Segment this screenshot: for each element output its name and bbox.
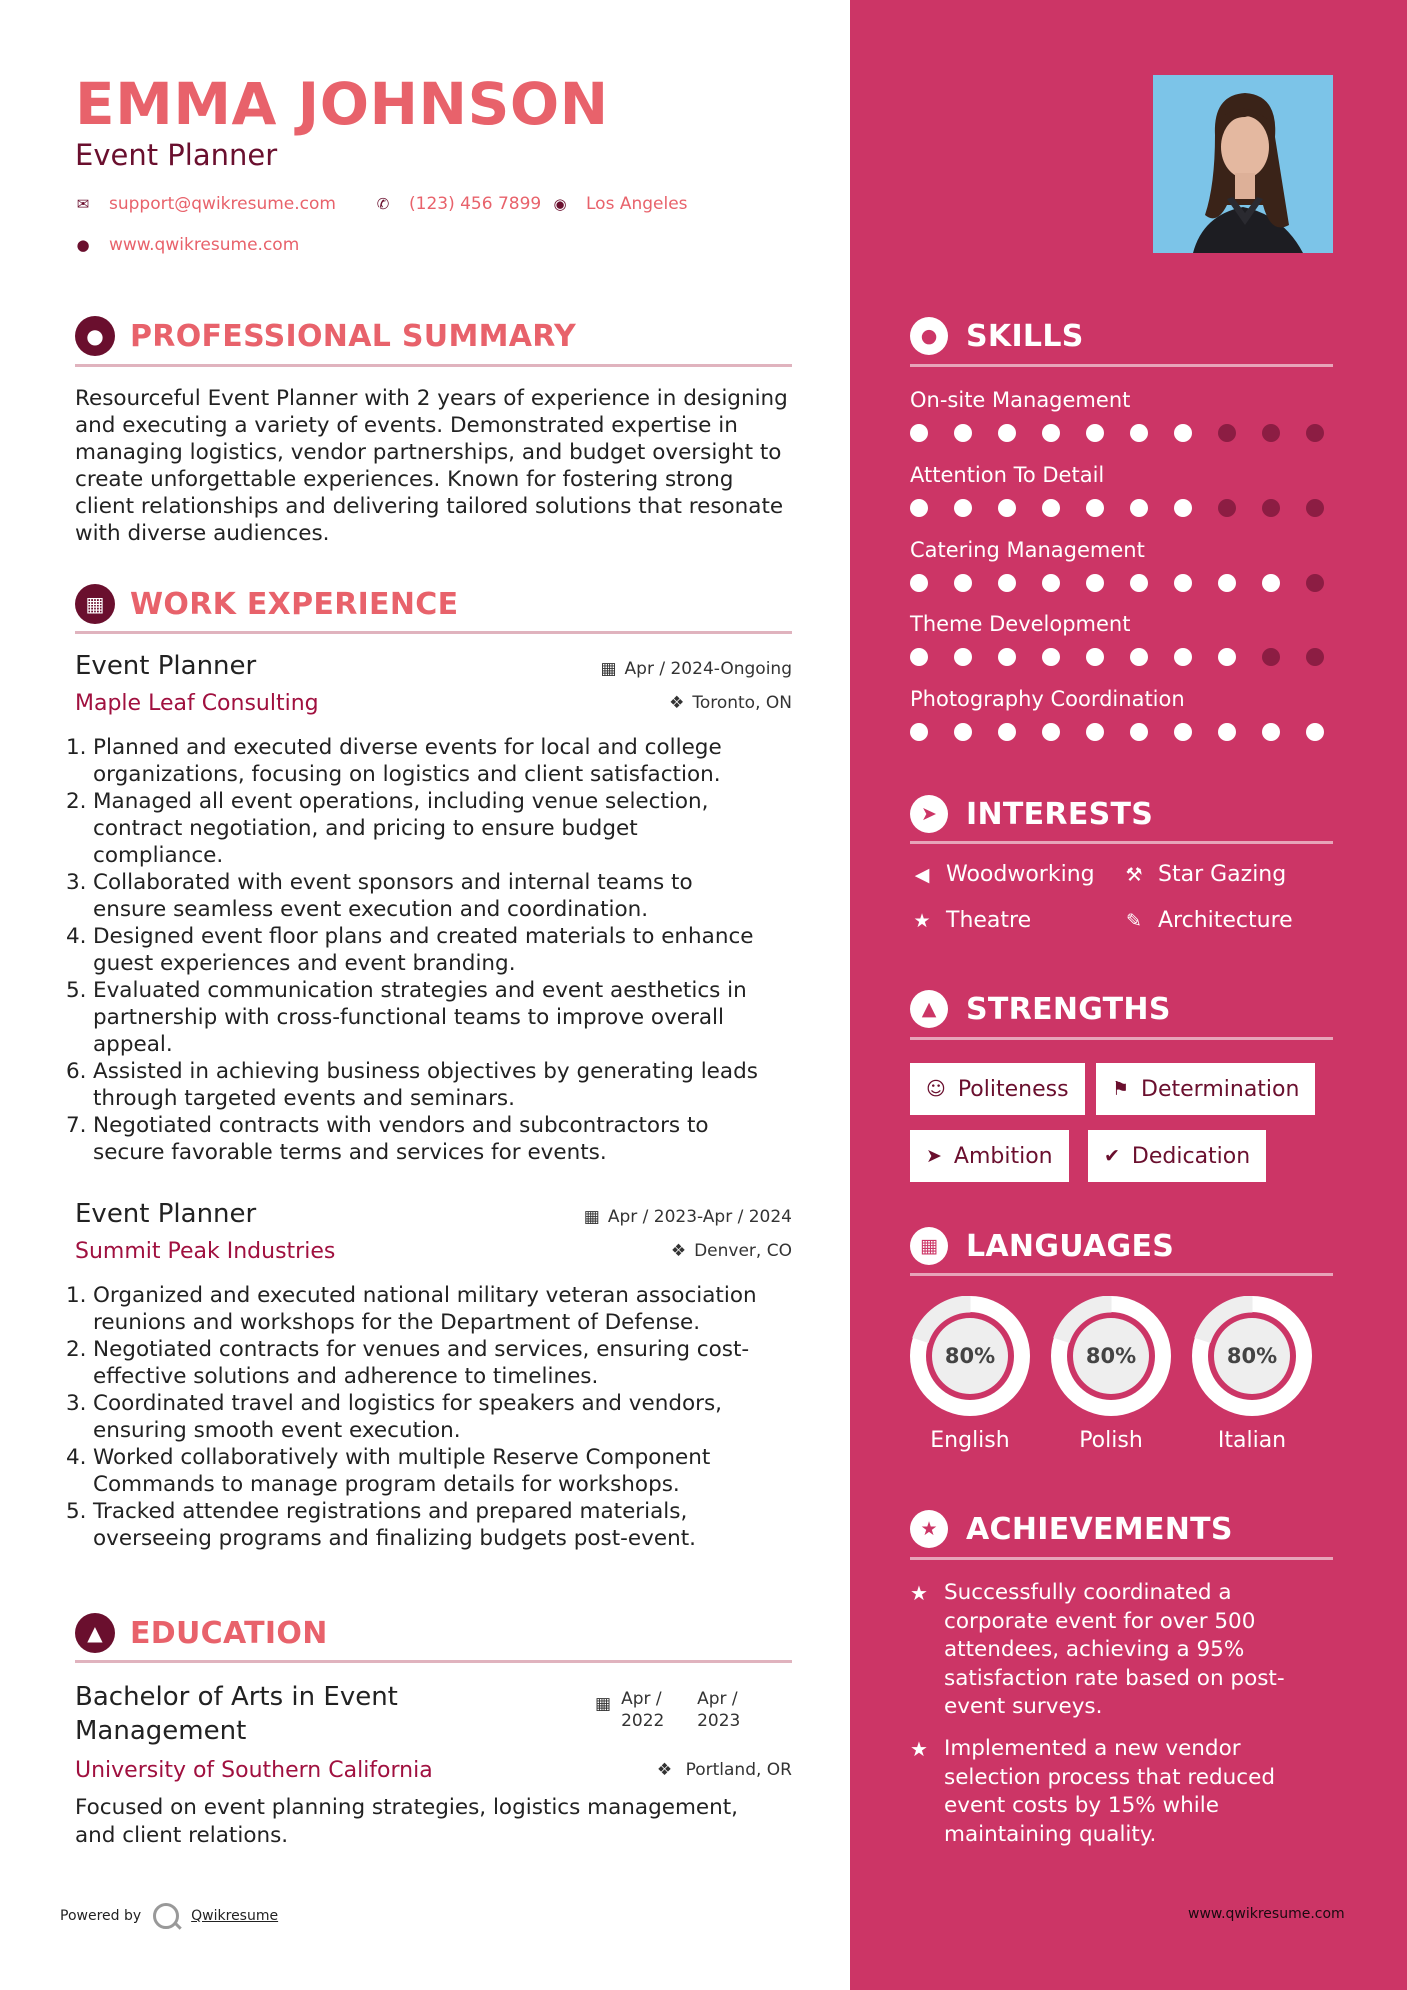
experience-section-header <box>75 584 792 624</box>
calendar-icon: ▦ <box>583 1207 600 1227</box>
rating-dot-filled <box>998 424 1016 442</box>
rating-dot-filled <box>1086 574 1104 592</box>
interest-item <box>1122 862 1286 887</box>
skill-rating <box>910 723 1333 741</box>
duty-line: appeal. <box>93 1032 173 1057</box>
education-description <box>75 1794 792 1850</box>
job-duty <box>66 1390 792 1444</box>
star-badge-icon: ★ <box>910 1510 948 1548</box>
rating-dot-filled <box>1042 648 1060 666</box>
skill-name: Theme Development <box>910 612 1131 636</box>
education-end-month: Apr / <box>697 1689 738 1709</box>
rating-dot-filled <box>1086 648 1104 666</box>
education-start-month: Apr / <box>621 1689 662 1709</box>
education-location <box>657 1760 792 1780</box>
duty-number: 5. <box>66 1499 87 1524</box>
job-duty <box>66 977 792 1058</box>
job-location-text: Toronto, ON <box>692 693 792 713</box>
skill-item <box>910 612 1333 666</box>
duty-text <box>93 1498 696 1552</box>
skill-name: On-site Management <box>910 388 1131 412</box>
rating-dot-filled <box>1218 648 1236 666</box>
skill-rating <box>910 574 1333 592</box>
job-location <box>669 693 792 713</box>
achievements-section-header <box>910 1510 1333 1548</box>
job-entry <box>66 651 792 1166</box>
rating-dot-filled <box>910 574 928 592</box>
candidate-name: EMMA JOHNSON <box>75 70 609 138</box>
duty-text <box>93 1058 758 1112</box>
strengths-section-header <box>910 990 1333 1028</box>
education-heading: EDUCATION <box>130 1615 328 1651</box>
strength-badge <box>910 1130 1069 1182</box>
degree-line: Bachelor of Arts in Event <box>75 1682 398 1712</box>
rating-dot-filled <box>910 648 928 666</box>
duty-line: Managed all event operations, including venue selection, <box>93 789 709 814</box>
strengths-heading: STRENGTHS <box>966 991 1171 1027</box>
graduation-cap-icon: ▲ <box>75 1613 115 1653</box>
duty-number: 2. <box>66 789 87 814</box>
rating-dot-filled <box>910 424 928 442</box>
job-date <box>584 1207 792 1227</box>
achievement-line: event costs by 15% while <box>944 1793 1219 1818</box>
contact-location <box>552 194 688 214</box>
calendar-icon: ▦ <box>600 659 617 679</box>
duty-text <box>93 923 754 977</box>
megaphone-icon: ◀ <box>914 863 930 886</box>
duty-line: Commands to manage program details for workshops. <box>93 1472 680 1497</box>
job-location-text: Denver, CO <box>694 1241 792 1261</box>
rating-dot-filled <box>1174 648 1192 666</box>
duty-line: contract negotiation, and pricing to ensure budget <box>93 816 638 841</box>
footer-website[interactable]: www.qwikresume.com <box>1188 1906 1345 1922</box>
shooting-star-icon: ★ <box>910 1581 928 1605</box>
rating-dot-filled <box>1042 499 1060 517</box>
skills-heading: SKILLS <box>966 318 1084 354</box>
map-pin-icon: ◉ <box>553 195 567 213</box>
education-end <box>697 1688 740 1732</box>
section-divider <box>75 1660 792 1663</box>
rating-dot-filled <box>1086 424 1104 442</box>
job-duty <box>66 869 792 923</box>
strength-badge <box>1096 1063 1315 1115</box>
achievement-text <box>944 1579 1285 1722</box>
education-description-line: and client relations. <box>75 1823 289 1848</box>
education-location-text: Portland, OR <box>685 1760 792 1780</box>
shooting-star-icon: ★ <box>910 1737 928 1761</box>
job-duty <box>66 788 792 869</box>
rating-dot-filled <box>1174 499 1192 517</box>
section-divider <box>910 1037 1333 1040</box>
rating-dot-filled <box>954 723 972 741</box>
duty-line: compliance. <box>93 843 224 868</box>
education-start-year: 2022 <box>621 1711 665 1731</box>
skill-item <box>910 388 1333 442</box>
duty-number: 3. <box>66 1391 87 1416</box>
duty-line: Evaluated communication strategies and event aesthetics in <box>93 978 747 1003</box>
job-company: Summit Peak Industries <box>75 1239 336 1264</box>
contact-phone[interactable] <box>375 194 541 214</box>
skill-item <box>910 538 1333 592</box>
rating-dot-empty <box>1306 499 1324 517</box>
duty-line: Worked collaboratively with multiple Reserve Component <box>93 1445 711 1470</box>
strength-label: Dedication <box>1131 1143 1251 1169</box>
section-divider <box>75 364 792 367</box>
section-divider <box>910 1557 1333 1560</box>
rating-dot-filled <box>998 574 1016 592</box>
languages-section-header <box>910 1227 1333 1265</box>
duty-number: 4. <box>66 924 87 949</box>
rating-dot-filled <box>1306 723 1324 741</box>
rating-dot-filled <box>1086 723 1104 741</box>
rating-dot-filled <box>954 499 972 517</box>
rating-dot-filled <box>1262 723 1280 741</box>
duty-line: Negotiated contracts with vendors and subcontractors to <box>93 1113 709 1138</box>
interest-label: Theatre <box>946 908 1032 933</box>
language-item <box>1051 1296 1171 1453</box>
rating-dot-empty <box>1218 499 1236 517</box>
skill-name: Catering Management <box>910 538 1145 562</box>
rating-dot-filled <box>1130 499 1148 517</box>
rating-dot-filled <box>1218 574 1236 592</box>
interest-label: Architecture <box>1158 908 1293 933</box>
rating-dot-filled <box>1042 574 1060 592</box>
translate-icon: ▦ <box>910 1227 948 1265</box>
language-item <box>910 1296 1030 1453</box>
interest-item <box>910 862 1095 887</box>
job-duty <box>66 734 792 788</box>
rating-dot-filled <box>1130 723 1148 741</box>
education-description-line: Focused on event planning strategies, logistics management, <box>75 1795 739 1820</box>
achievement-text <box>944 1735 1275 1849</box>
education-end-year: 2023 <box>697 1711 741 1731</box>
duty-line: ensuring smooth event execution. <box>93 1418 461 1443</box>
summary-heading: PROFESSIONAL SUMMARY <box>130 318 577 354</box>
duty-line: effective solutions and adherence to timelines. <box>93 1364 599 1389</box>
rating-dot-filled <box>1086 499 1104 517</box>
globe-icon: ● <box>76 236 90 254</box>
duty-number: 1. <box>66 735 87 760</box>
duty-line: reunions and workshops for the Department of Defense. <box>93 1310 701 1335</box>
candidate-title: Event Planner <box>75 138 278 172</box>
rating-dot-filled <box>1130 424 1148 442</box>
duty-line: secure favorable terms and services for events. <box>93 1140 607 1165</box>
brand-link[interactable]: Qwikresume <box>191 1908 279 1924</box>
degree <box>75 1680 455 1748</box>
duty-number: 6. <box>66 1059 87 1084</box>
pin-icon: ❖ <box>656 1760 673 1780</box>
rating-dot-filled <box>954 424 972 442</box>
job-role: Event Planner <box>75 651 257 681</box>
phone-icon: ✆ <box>376 195 390 213</box>
strength-badge <box>910 1063 1085 1115</box>
contact-email[interactable] <box>75 194 336 214</box>
language-name: English <box>930 1428 1010 1453</box>
job-duty <box>66 923 792 977</box>
job-role: Event Planner <box>75 1199 257 1229</box>
education-entry <box>75 1680 792 1848</box>
duty-text <box>93 1390 722 1444</box>
interest-label: Star Gazing <box>1158 862 1287 887</box>
rating-dot-filled <box>1174 574 1192 592</box>
rating-dot-empty <box>1262 648 1280 666</box>
job-entry <box>66 1199 792 1552</box>
job-duty <box>66 1336 792 1390</box>
star-icon: ★ <box>913 909 931 932</box>
smile-icon: ☺ <box>926 1078 946 1100</box>
job-company: Maple Leaf Consulting <box>75 691 319 716</box>
rating-dot-filled <box>1174 723 1192 741</box>
language-percent: 80% <box>1226 1344 1278 1368</box>
education-dates <box>595 1688 740 1732</box>
interests-heading: INTERESTS <box>966 796 1154 832</box>
achievement-line: Successfully coordinated a <box>944 1580 1232 1605</box>
duty-line: guest experiences and event branding. <box>93 951 516 976</box>
calendar-icon: ▦ <box>595 1694 612 1714</box>
duty-line: Negotiated contracts for venues and services, ensuring cost- <box>93 1337 750 1362</box>
language-percent: 80% <box>944 1344 996 1368</box>
rating-dot-empty <box>1262 424 1280 442</box>
duty-text <box>93 977 747 1058</box>
qwikresume-logo-icon <box>153 1903 179 1929</box>
job-duty <box>66 1058 792 1112</box>
duty-number: 2. <box>66 1337 87 1362</box>
interest-item <box>1122 908 1293 933</box>
chair-icon: ▦ <box>75 584 115 624</box>
job-duty <box>66 1444 792 1498</box>
achievements-heading: ACHIEVEMENTS <box>966 1511 1233 1547</box>
hammer-icon: ⚒ <box>1125 863 1143 886</box>
skill-rating <box>910 499 1333 517</box>
achievement-line: corporate event for over 500 <box>944 1608 1256 1634</box>
website-text: www.qwikresume.com <box>109 235 300 255</box>
rating-dot-filled <box>954 574 972 592</box>
duty-line: partnership with cross-functional teams to improve overall <box>93 1005 724 1030</box>
duty-number: 3. <box>66 870 87 895</box>
duty-number: 1. <box>66 1283 87 1308</box>
duty-line: ensure seamless event execution and coordination. <box>93 897 649 922</box>
degree-line: Management <box>75 1716 247 1746</box>
job-duty <box>66 1112 792 1166</box>
duty-text <box>93 1282 757 1336</box>
ruler-icon: ✎ <box>1126 909 1142 932</box>
section-divider <box>75 631 792 634</box>
strength-label: Politeness <box>957 1076 1069 1102</box>
education-section-header <box>75 1613 792 1653</box>
duty-line: Organized and executed national military veteran association <box>93 1283 757 1308</box>
education-start <box>621 1688 697 1732</box>
contact-website[interactable] <box>75 235 299 255</box>
skill-item <box>910 687 1333 741</box>
rating-dot-filled <box>910 723 928 741</box>
achievement-line: selection process that reduced <box>944 1764 1275 1790</box>
duty-line: through targeted events and seminars. <box>93 1086 515 1111</box>
summary-text: Resourceful Event Planner with 2 years of experience in designing and executing a variety of events. Demonstrated expertise in managing logistics, vendor partnerships, and budget oversight to create unforgettable experiences. Known for fostering strong client relationships and delivering tailored solutions that resonate with diverse audiences. <box>75 386 788 546</box>
experience-heading: WORK EXPERIENCE <box>130 586 459 622</box>
rating-dot-filled <box>1042 723 1060 741</box>
duty-line: Coordinated travel and logistics for speakers and vendors, <box>93 1391 723 1416</box>
interests-section-header <box>910 795 1333 833</box>
rating-dot-filled <box>1218 723 1236 741</box>
duty-line: Collaborated with event sponsors and internal teams to <box>93 870 693 895</box>
check-circle-icon: ✔ <box>1104 1145 1120 1167</box>
achievement-line: maintaining quality. <box>944 1821 1157 1847</box>
job-duty <box>66 1282 792 1336</box>
pin-icon: ❖ <box>669 693 685 713</box>
duty-line: organizations, focusing on logistics and client satisfaction. <box>93 762 721 787</box>
duty-text <box>93 734 722 788</box>
languages-heading: LANGUAGES <box>966 1228 1175 1264</box>
skill-name: Photography Coordination <box>910 687 1185 711</box>
fist-icon: ▲ <box>910 990 948 1028</box>
achievement-item <box>910 1579 1333 1722</box>
strength-badge <box>1088 1130 1266 1182</box>
envelope-icon: ✉ <box>76 195 90 213</box>
strength-label: Determination <box>1141 1076 1300 1102</box>
achievement-line: satisfaction rate based on post- <box>944 1665 1285 1691</box>
achievement-line: event surveys. <box>944 1694 1103 1719</box>
job-duties <box>66 734 792 1166</box>
duty-line: Designed event floor plans and created materials to enhance <box>93 924 754 949</box>
skill-name: Attention To Detail <box>910 463 1105 487</box>
email-text: support@qwikresume.com <box>109 194 336 214</box>
section-divider <box>910 364 1333 367</box>
achievement-item <box>910 1735 1333 1849</box>
duty-number: 5. <box>66 978 87 1003</box>
achievement-line: Implemented a new vendor <box>944 1736 1241 1761</box>
skill-rating <box>910 648 1333 666</box>
skill-rating <box>910 424 1333 442</box>
duty-text <box>93 788 709 869</box>
pin-icon: ❖ <box>670 1241 687 1261</box>
rating-dot-filled <box>998 648 1016 666</box>
rating-dot-filled <box>1130 574 1148 592</box>
rating-dot-filled <box>1042 424 1060 442</box>
skills-section-header <box>910 317 1333 355</box>
duty-line: Assisted in achieving business objectives by generating leads <box>93 1059 758 1084</box>
strength-label: Ambition <box>953 1143 1053 1169</box>
interest-item <box>910 908 1031 933</box>
duty-text <box>93 1444 710 1498</box>
rating-dot-filled <box>1174 424 1192 442</box>
rating-dot-filled <box>1130 648 1148 666</box>
rating-dot-empty <box>1218 424 1236 442</box>
summary-section-header <box>75 316 792 356</box>
rocket-icon: ➤ <box>926 1145 942 1167</box>
profile-photo <box>1153 75 1333 253</box>
rating-dot-filled <box>1262 574 1280 592</box>
paper-plane-icon: ➤ <box>910 795 948 833</box>
rating-dot-empty <box>1306 574 1324 592</box>
rating-dot-filled <box>998 723 1016 741</box>
language-percent: 80% <box>1085 1344 1137 1368</box>
flag-icon: ⚑ <box>1112 1078 1130 1100</box>
rating-dot-empty <box>1306 648 1324 666</box>
phone-text: (123) 456 7899 <box>409 194 542 214</box>
rating-dot-filled <box>998 499 1016 517</box>
duty-line: Tracked attendee registrations and prepared materials, <box>93 1499 688 1524</box>
rating-dot-empty <box>1306 424 1324 442</box>
user-icon: ● <box>75 316 115 356</box>
powered-by <box>60 1903 278 1929</box>
language-item <box>1192 1296 1312 1453</box>
interest-label: Woodworking <box>946 862 1095 887</box>
duty-text <box>93 1112 709 1166</box>
job-duties <box>66 1282 792 1552</box>
location-text: Los Angeles <box>586 194 688 214</box>
language-name: Italian <box>1217 1428 1287 1453</box>
lightbulb-icon: ● <box>910 317 948 355</box>
powered-by-label: Powered by <box>60 1908 142 1924</box>
job-date-text: Apr / 2024-Ongoing <box>624 659 792 679</box>
duty-number: 4. <box>66 1445 87 1470</box>
duty-text <box>93 869 693 923</box>
job-date-text: Apr / 2023-Apr / 2024 <box>607 1207 792 1227</box>
rating-dot-empty <box>1262 499 1280 517</box>
section-divider <box>910 841 1333 844</box>
school: University of Southern California <box>75 1758 433 1783</box>
job-duty <box>66 1498 792 1552</box>
job-date <box>600 659 792 679</box>
duty-text <box>93 1336 749 1390</box>
duty-line: overseeing programs and finalizing budgets post-event. <box>93 1526 696 1551</box>
rating-dot-filled <box>954 648 972 666</box>
portrait-illustration <box>1153 75 1333 253</box>
job-location <box>671 1241 792 1261</box>
achievement-line: attendees, achieving a 95% <box>944 1637 1245 1662</box>
duty-number: 7. <box>66 1113 87 1138</box>
duty-line: Planned and executed diverse events for local and college <box>93 735 722 760</box>
rating-dot-filled <box>910 499 928 517</box>
section-divider <box>910 1273 1333 1276</box>
language-name: Polish <box>1079 1428 1143 1453</box>
skill-item <box>910 463 1333 517</box>
